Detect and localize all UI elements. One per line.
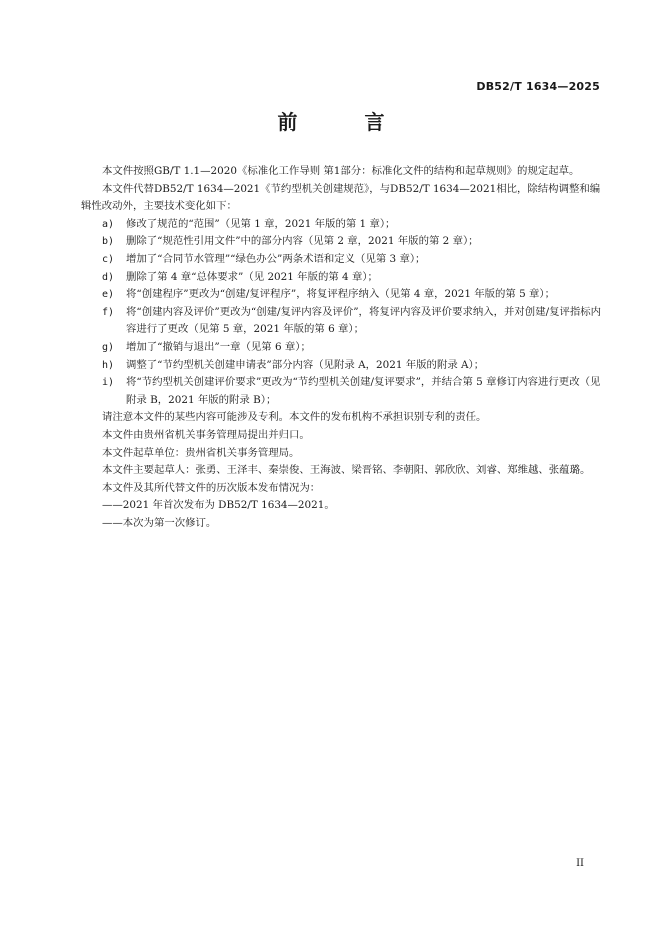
proposer-statement: 本文件由贵州省机关事务管理局提出并归口。: [102, 428, 310, 441]
list-item: [81, 339, 603, 357]
page-number: II: [576, 858, 584, 869]
changes-list: [81, 216, 603, 410]
list-marker: g): [102, 341, 115, 353]
page-title: 前 言: [277, 110, 415, 134]
list-item-text: 增加了“合同节水管理”“绿色办公”两条术语和定义（见第 3 章）；: [126, 252, 426, 265]
list-item: [81, 304, 603, 339]
document-code: DB52/T 1634—2025: [476, 80, 600, 93]
list-marker: b): [102, 236, 115, 248]
list-item-text: 删除了第 4 章“总体要求”（见 2021 年版的第 4 章）；: [126, 270, 378, 283]
list-item: [81, 233, 603, 251]
list-item: [81, 216, 603, 234]
intro-paragraph-replacement: 本文件代替DB52/T 1634—2021《节约型机关创建规范》，与DB52/T 1634—2021相比，除结构调整和编辑性改动外，主要技术变化如下：: [81, 182, 601, 213]
list-item-text: 调整了“节约型机关创建申请表”部分内容（见附录 A，2021 年版的附录 A）；: [126, 358, 485, 371]
list-item: [81, 251, 603, 269]
list-marker: i): [102, 377, 115, 389]
list-item-text: 将“节约型机关创建评价要求”更改为“节约型机关创建/复评要求”，并结合第 5 章修订内容进行更改（见附录 B，2021 年版的附录 B）；: [126, 376, 601, 406]
list-item: [81, 286, 603, 304]
version-history-heading: 本文件及其所代替文件的历次版本发布情况为：: [102, 481, 321, 494]
drafting-organization: 本文件起草单位：贵州省机关事务管理局。: [102, 446, 300, 459]
version-history-item: ——本次为第一次修订。: [102, 516, 217, 529]
list-item-text: 修改了规范的“范围”（见第 1 章，2021 年版的第 1 章）；: [126, 217, 396, 230]
intro-paragraph-drafting-rules: 本文件按照GB/T 1.1—2020《标准化工作导则 第1部分：标准化文件的结构和起草规则》的规定起草。: [102, 165, 580, 177]
list-marker: a): [102, 218, 115, 230]
list-marker: c): [102, 253, 115, 265]
patent-notice: 请注意本文件的某些内容可能涉及专利。本文件的发布机构不承担识别专利的责任。: [102, 411, 487, 424]
principal-drafters: 本文件主要起草人：张勇、王泽丰、秦崇俊、王海波、梁晋铭、李朝阳、郭欣欣、刘睿、郑维越、张蕴璐。: [102, 464, 591, 477]
list-marker: f): [102, 306, 115, 318]
list-item-text: 删除了“规范性引用文件”中的部分内容（见第 2 章，2021 年版的第 2 章）；: [126, 235, 479, 248]
list-marker: e): [102, 289, 115, 301]
list-marker: d): [102, 271, 115, 283]
list-item: [81, 357, 603, 375]
list-item-text: 增加了“撤销与退出”一章（见第 6 章）；: [126, 340, 311, 353]
list-item-text: 将“创建内容及评价”更改为“创建/复评内容及评价”，将复评内容及评价要求纳入，并对创建/复评指标内容进行了更改（见第 5 章，2021 年版的第 6 章）；: [126, 305, 602, 336]
list-item: [81, 269, 603, 287]
list-item: [81, 374, 603, 409]
list-marker: h): [102, 359, 115, 371]
version-history-item: ——2021 年首次发布为 DB52/T 1634—2021。: [102, 499, 335, 512]
list-item-text: 将“创建程序”更改为“创建/复评程序”，将复评程序纳入（见第 4 章，2021 年版的第 5 章）；: [126, 288, 556, 301]
foreword-body: [81, 163, 603, 532]
